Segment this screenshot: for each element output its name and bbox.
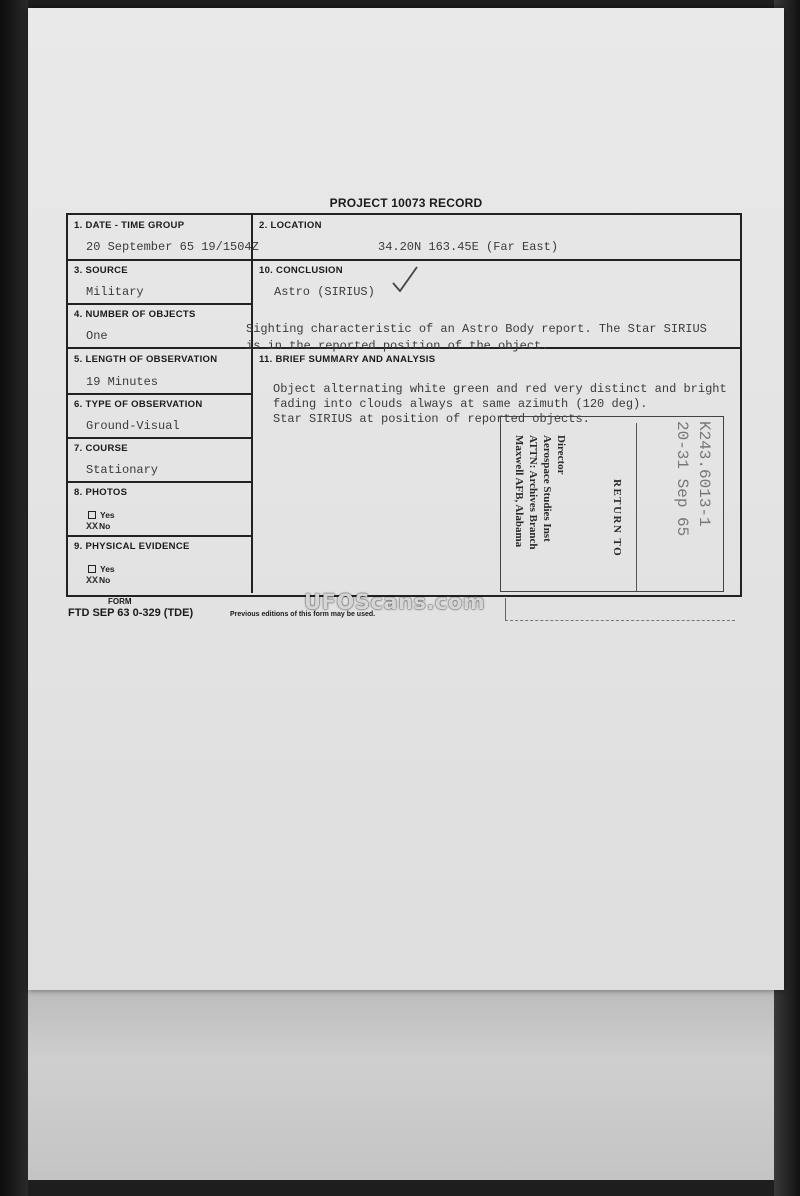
location-value: 34.20N 163.45E (Far East) [378, 240, 559, 254]
summary-line: Star SIRIUS at position of reported objects. [273, 412, 590, 426]
summary-line: Object alternating white green and red very distinct and bright [273, 382, 727, 396]
handwritten-line: K243.6013-1 [695, 421, 713, 527]
conclusion-note-line: is in the reported position of the object. [246, 339, 549, 353]
conclusion-label: 10. CONCLUSION [259, 265, 343, 276]
stamp-return-to: RETURN TO [611, 479, 623, 558]
length-of-observation-label: 5. LENGTH OF OBSERVATION [74, 354, 218, 365]
number-of-objects-value: One [86, 329, 108, 343]
stamp-address-line: ATTN: Archives Branch [527, 435, 539, 550]
form-word: FORM [108, 597, 132, 606]
conclusion-note [246, 321, 707, 355]
number-of-objects-label: 4. NUMBER OF OBJECTS [74, 309, 196, 320]
record-sheet [28, 8, 784, 990]
photos-label: 8. PHOTOS [74, 487, 128, 498]
checkbox-box [88, 511, 96, 519]
stamp-address-line: Maxwell AFB, Alabama [513, 435, 525, 548]
form-note: Previous editions of this form may be used. [230, 611, 376, 618]
stamp-dashed-edge [505, 620, 735, 622]
evidence-no-checkbox: XXNo [86, 575, 111, 587]
date-time-value: 20 September 65 19/1504Z [86, 240, 259, 254]
conclusion-value: Astro (SIRIUS) [274, 285, 375, 299]
summary-label: 11. BRIEF SUMMARY AND ANALYSIS [259, 354, 436, 365]
stamp-address-line: Director [555, 435, 567, 475]
course-label: 7. COURSE [74, 443, 128, 454]
form-number: FTD SEP 63 0-329 (TDE) [68, 607, 194, 619]
form-rule [68, 437, 252, 439]
stamp-divider [636, 423, 637, 591]
check-mark-icon [390, 265, 420, 295]
checkbox-mark: XX [86, 522, 99, 533]
conclusion-note-line: Sighting characteristic of an Astro Body report. The Star SIRIUS [246, 322, 707, 336]
checkbox-box [88, 565, 96, 573]
length-of-observation-value: 19 Minutes [86, 375, 159, 389]
stamp-tail [505, 598, 506, 620]
form-rule [68, 535, 252, 537]
date-time-label: 1. DATE - TIME GROUP [74, 220, 185, 231]
film-edge-left [0, 0, 28, 1196]
location-label: 2. LOCATION [259, 220, 322, 231]
type-of-observation-value: Ground-Visual [86, 419, 180, 433]
handwritten-line: 20-31 Sep 65 [673, 421, 691, 537]
form-rule [68, 481, 252, 483]
return-to-stamp [500, 416, 724, 592]
photos-no-checkbox: XXNo [86, 521, 111, 533]
evidence-yes-checkbox: Yes [88, 564, 115, 574]
course-value: Stationary [86, 463, 159, 477]
photos-yes-checkbox: Yes [88, 510, 115, 520]
form-rule [68, 393, 252, 395]
record-title: PROJECT 10073 RECORD [329, 196, 483, 210]
stamp-address-line: Aerospace Studies Inst [541, 435, 553, 542]
summary-line: fading into clouds always at same azimuth (120 deg). [273, 397, 648, 411]
physical-evidence-label: 9. PHYSICAL EVIDENCE [74, 541, 190, 552]
lower-sheet-background [12, 980, 784, 1180]
source-label: 3. SOURCE [74, 265, 128, 276]
stamp-handwritten-notes [671, 421, 715, 536]
type-of-observation-label: 6. TYPE OF OBSERVATION [74, 399, 203, 410]
checkbox-mark: XX [86, 576, 99, 587]
form-rule [68, 303, 252, 305]
form-rule [68, 259, 252, 261]
watermark: UFOScans.com [304, 590, 486, 614]
source-value: Military [86, 285, 144, 299]
stamp-address [512, 435, 568, 550]
form-rule [251, 259, 740, 261]
